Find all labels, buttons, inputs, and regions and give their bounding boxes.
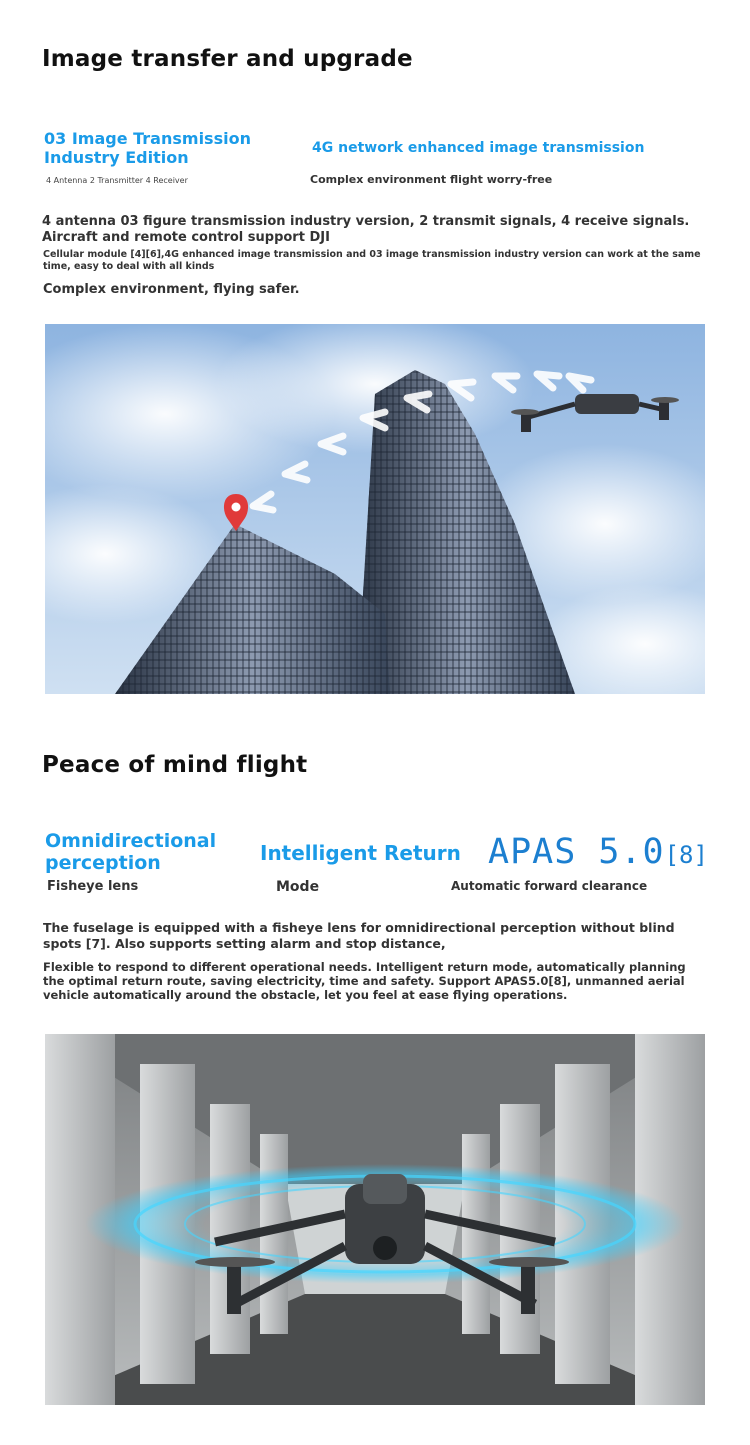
- paragraph-antenna-line2: Aircraft and remote control support DJI: [42, 230, 330, 245]
- feature-title-apas: [488, 832, 708, 872]
- feature-sub-antenna: 4 Antenna 2 Transmitter 4 Receiver: [46, 176, 188, 185]
- feature-title-omnidirectional: Omnidirectional perception: [45, 830, 217, 874]
- paragraph-complex-env: Complex environment, flying safer.: [43, 282, 300, 297]
- apas-version-label: APAS 5.0: [488, 832, 665, 872]
- feature-title-03-transmission: 03 Image Transmission Industry Edition: [44, 129, 251, 167]
- photo-drone-under-bridge: [45, 1034, 705, 1405]
- paragraph-intelligent-return: Flexible to respond to different operational needs. Intelligent return mode, automatically planning the optimal return route, saving electricity, time and safety. Support APAS5.0[8], unmanned aerial vehicle automatically around the obstacle, let you feel at ease flying operations.: [43, 960, 686, 1002]
- section-title-peace-of-mind: Peace of mind flight: [42, 752, 308, 778]
- photo-skyscraper-drone: [45, 324, 705, 694]
- paragraph-cellular: Cellular module [4][6],4G enhanced image transmission and 03 image transmission industry version can work at the same time, easy to deal with all kinds: [43, 249, 701, 272]
- feature-title-4g: 4G network enhanced image transmission: [312, 140, 645, 156]
- feature-sub-complex-env: Complex environment flight worry-free: [310, 173, 553, 186]
- feature-sub-fisheye: Fisheye lens: [47, 879, 139, 894]
- paragraph-fisheye: The fuselage is equipped with a fisheye lens for omnidirectional perception without blind spots [7]. Also supports setting alarm and stop distance,: [43, 920, 675, 951]
- feature-sub-forward-clearance: Automatic forward clearance: [451, 879, 648, 893]
- apas-reference: [8]: [664, 841, 708, 869]
- section-title-image-transfer: Image transfer and upgrade: [42, 46, 413, 72]
- paragraph-antenna-line1: 4 antenna 03 figure transmission industry version, 2 transmit signals, 4 receive signals.: [42, 214, 690, 229]
- feature-sub-mode: Mode: [276, 879, 320, 895]
- feature-title-intelligent-return: Intelligent Return: [260, 841, 461, 865]
